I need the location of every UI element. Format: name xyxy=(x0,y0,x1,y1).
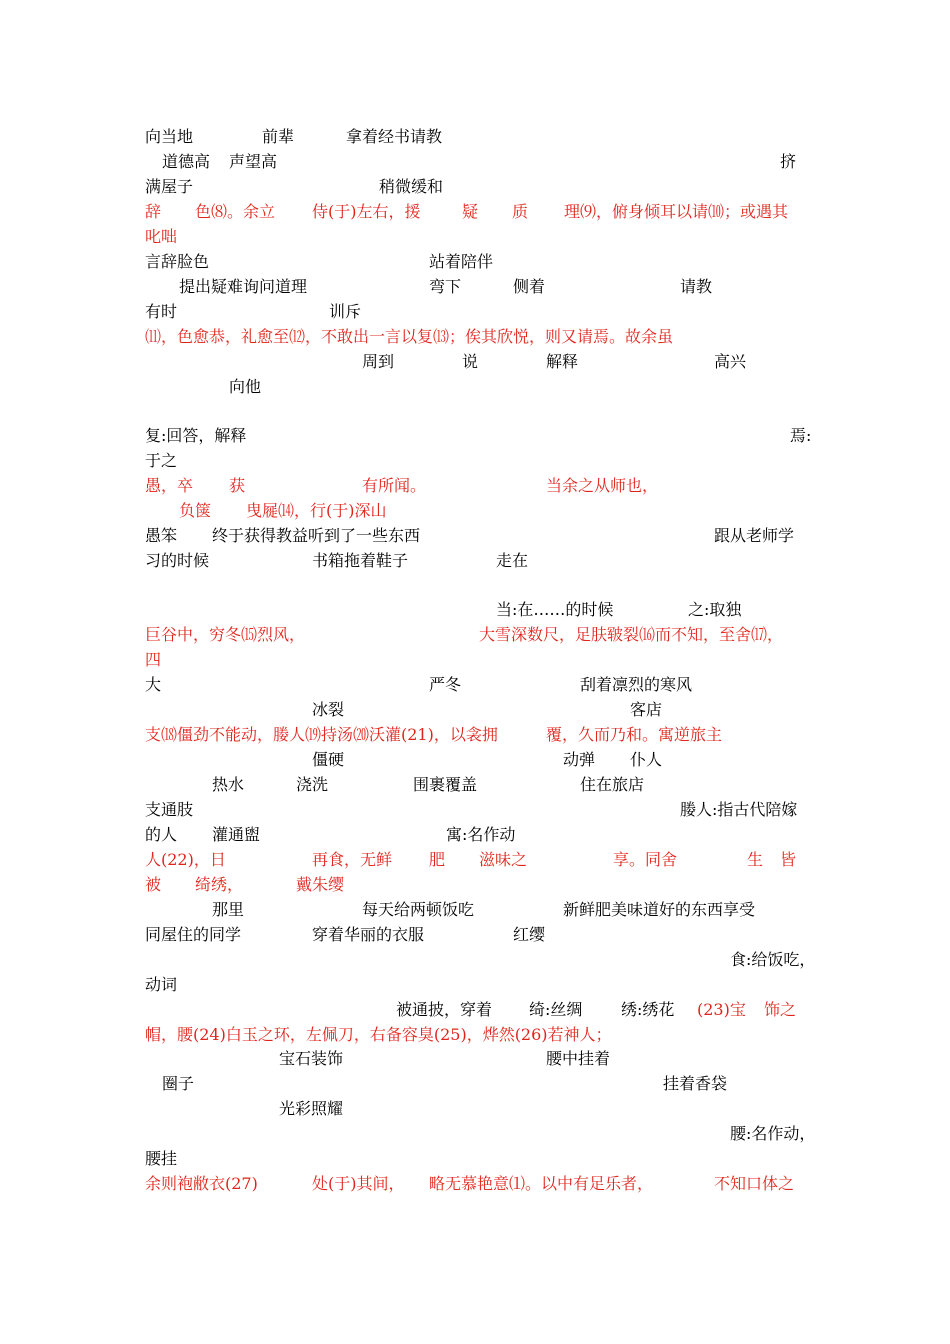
annotation-text: 支通肢 xyxy=(145,800,194,819)
annotation-text: 新鲜肥美味道好的东西享受 xyxy=(563,900,756,919)
annotation-text: 食:给饭吃， xyxy=(730,950,816,969)
annotation-text: 当:在……的时候 xyxy=(496,600,614,619)
annotation-text: 热水 xyxy=(212,775,245,794)
classical-text: 皆 xyxy=(780,850,797,869)
classical-text: 曳屣⒁，行(于)深山 xyxy=(246,501,387,520)
annotation-text: 跟从老师学 xyxy=(714,526,795,545)
classical-text: 不知口体之 xyxy=(714,1174,795,1193)
annotation-text: 之:取独 xyxy=(688,600,742,619)
classical-text: 绮绣， xyxy=(195,875,244,894)
annotation-text: 动词 xyxy=(145,975,178,994)
annotation-text: 请教 xyxy=(680,277,713,296)
annotation-text: 向当地 xyxy=(145,127,194,146)
annotation-text: 客店 xyxy=(630,700,663,719)
annotation-text: 焉: xyxy=(790,426,812,445)
annotation-text: 终于获得教益听到了一些东西 xyxy=(212,526,421,545)
annotation-text: 走在 xyxy=(496,551,529,570)
annotation-text: 媵人:指古代陪嫁 xyxy=(680,800,798,819)
annotation-text: 严冬 xyxy=(429,675,462,694)
annotation-text: 寓:名作动 xyxy=(446,825,516,844)
annotation-text: 刮着凛烈的寒风 xyxy=(580,675,693,694)
classical-text: 疑 xyxy=(462,202,479,221)
annotation-text: 前辈 xyxy=(262,127,295,146)
classical-text: 获 xyxy=(229,476,246,495)
annotation-text: 绣:绣花 xyxy=(621,1000,675,1019)
classical-text: 饰之 xyxy=(764,1000,797,1019)
annotation-text: 大 xyxy=(145,675,162,694)
classical-text: 巨谷中，穷冬⒂烈风， xyxy=(145,625,306,644)
annotation-text: 于之 xyxy=(145,451,178,470)
classical-text: 叱咄 xyxy=(145,227,178,246)
annotation-text: 训斥 xyxy=(329,302,362,321)
classical-text: 侍(于)左右，援 xyxy=(312,202,421,221)
classical-text: 理⑼，俯身倾耳以请⑽；或遇其 xyxy=(564,202,789,221)
classical-text: 人(22)，日 xyxy=(145,850,226,869)
classical-text: 有所闻。 xyxy=(362,476,427,495)
classical-text: 生 xyxy=(747,850,764,869)
annotation-text: 住在旅店 xyxy=(580,775,645,794)
classical-text: 处(于)其间， xyxy=(312,1174,405,1193)
annotation-text: 弯下 xyxy=(429,277,462,296)
annotation-text: 圈子 xyxy=(162,1074,195,1093)
annotation-text: 周到 xyxy=(362,352,395,371)
annotation-text: 书箱拖着鞋子 xyxy=(312,551,409,570)
classical-text: 辞 xyxy=(145,202,162,221)
classical-text: 负箧 xyxy=(179,501,212,520)
classical-text: 支⒅僵劲不能动，媵人⒆持汤⒇沃灌(21)，以衾拥 xyxy=(145,725,498,744)
classical-text: 享。同舍 xyxy=(613,850,678,869)
annotation-text: 挂着香袋 xyxy=(663,1074,728,1093)
annotation-text: 复:回答，解释 xyxy=(145,426,247,445)
classical-text: 滋味之 xyxy=(479,850,528,869)
classical-text: 当余之从师也， xyxy=(546,476,659,495)
classical-text: 四 xyxy=(145,650,162,669)
annotation-text: 动弹 xyxy=(563,750,596,769)
annotation-text: 那里 xyxy=(212,900,245,919)
annotation-text: 浇洗 xyxy=(296,775,329,794)
classical-text: 再食，无鲜 xyxy=(312,850,393,869)
annotation-text: 腰挂 xyxy=(145,1149,178,1168)
annotation-text: 言辞脸色 xyxy=(145,252,210,271)
classical-text: 肥 xyxy=(429,850,446,869)
annotation-text: 僵硬 xyxy=(312,750,345,769)
annotation-text: 宝石装饰 xyxy=(279,1049,344,1068)
annotation-text: 腰中挂着 xyxy=(546,1049,611,1068)
annotation-text: 冰裂 xyxy=(312,700,345,719)
classical-text: 帽，腰(24)白玉之环，左佩刀，右备容臭(25)，烨然(26)若神人； xyxy=(145,1025,612,1044)
annotation-text: 向他 xyxy=(229,377,262,396)
classical-text: 覆，久而乃和。寓逆旅主 xyxy=(546,725,723,744)
classical-text: 被 xyxy=(145,875,162,894)
annotation-text: 有时 xyxy=(145,302,178,321)
annotation-text: 习的时候 xyxy=(145,551,210,570)
classical-text: 大雪深数尺，足肤皲裂⒃而不知，至舍⒄， xyxy=(479,625,784,644)
annotation-text: 说 xyxy=(462,352,479,371)
annotation-text: 红缨 xyxy=(513,925,546,944)
annotation-text: 挤 xyxy=(780,152,797,171)
annotation-text: 高兴 xyxy=(714,352,747,371)
classical-text: 愚，卒 xyxy=(145,476,194,495)
annotation-text: 灌通盥 xyxy=(212,825,261,844)
classical-text: (23)宝 xyxy=(697,1000,746,1019)
annotation-text: 提出疑难询问道理 xyxy=(179,277,308,296)
annotation-text: 穿着华丽的衣服 xyxy=(312,925,425,944)
annotation-text: 腰:名作动， xyxy=(730,1124,816,1143)
classical-text: 质 xyxy=(512,202,529,221)
annotation-text: 稍微缓和 xyxy=(379,177,444,196)
classical-text: 戴朱缨 xyxy=(296,875,345,894)
annotation-text: 满屋子 xyxy=(145,177,194,196)
annotation-text: 道德高 xyxy=(162,152,211,171)
annotation-text: 解释 xyxy=(546,352,579,371)
classical-text: ⑾，色愈恭，礼愈至⑿，不敢出一言以复⒀；俟其欣悦，则又请焉。故余虽 xyxy=(145,327,674,346)
annotation-text: 每天给两顿饭吃 xyxy=(362,900,475,919)
annotation-text: 的人 xyxy=(145,825,178,844)
classical-text: 略无慕艳意⑴。以中有足乐者， xyxy=(429,1174,654,1193)
annotation-text: 被通披，穿着 xyxy=(396,1000,493,1019)
annotation-text: 拿着经书请教 xyxy=(346,127,443,146)
annotation-text: 侧着 xyxy=(513,277,546,296)
annotation-text: 同屋住的同学 xyxy=(145,925,242,944)
annotation-text: 光彩照耀 xyxy=(279,1099,344,1118)
annotation-text: 愚笨 xyxy=(145,526,178,545)
annotation-text: 绮:丝绸 xyxy=(529,1000,583,1019)
classical-text: 色⑻。余立 xyxy=(195,202,276,221)
annotation-text: 声望高 xyxy=(229,152,278,171)
annotation-text: 站着陪伴 xyxy=(429,252,494,271)
annotation-text: 围裹覆盖 xyxy=(413,775,478,794)
classical-text: 余则袍敝衣(27) xyxy=(145,1174,258,1193)
annotation-text: 仆人 xyxy=(630,750,663,769)
